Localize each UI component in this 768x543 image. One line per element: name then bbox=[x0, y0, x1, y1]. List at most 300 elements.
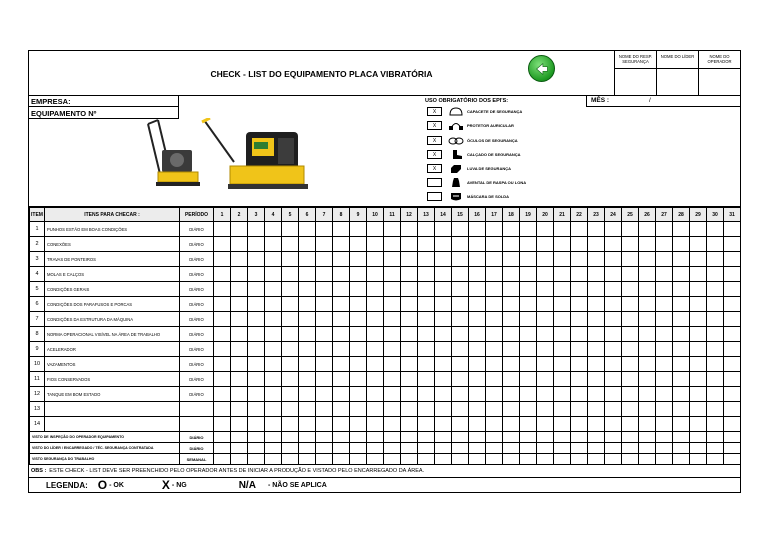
day-check-cell[interactable] bbox=[350, 297, 367, 312]
day-check-cell[interactable] bbox=[265, 387, 282, 402]
day-check-cell[interactable] bbox=[486, 327, 503, 342]
visto-cell[interactable] bbox=[571, 454, 588, 465]
visto-cell[interactable] bbox=[605, 443, 622, 454]
day-check-cell[interactable] bbox=[520, 297, 537, 312]
day-check-cell[interactable] bbox=[435, 222, 452, 237]
day-check-cell[interactable] bbox=[486, 387, 503, 402]
visto-cell[interactable] bbox=[486, 432, 503, 443]
day-check-cell[interactable] bbox=[486, 402, 503, 417]
day-check-cell[interactable] bbox=[367, 222, 384, 237]
day-check-cell[interactable] bbox=[265, 417, 282, 432]
day-check-cell[interactable] bbox=[622, 357, 639, 372]
day-check-cell[interactable] bbox=[605, 327, 622, 342]
day-check-cell[interactable] bbox=[707, 282, 724, 297]
day-check-cell[interactable] bbox=[690, 312, 707, 327]
visto-cell[interactable] bbox=[690, 443, 707, 454]
day-check-cell[interactable] bbox=[724, 252, 741, 267]
day-check-cell[interactable] bbox=[231, 267, 248, 282]
day-check-cell[interactable] bbox=[690, 252, 707, 267]
day-check-cell[interactable] bbox=[656, 372, 673, 387]
day-check-cell[interactable] bbox=[282, 312, 299, 327]
epi-row[interactable] bbox=[427, 163, 511, 174]
day-check-cell[interactable] bbox=[231, 282, 248, 297]
day-check-cell[interactable] bbox=[724, 312, 741, 327]
day-check-cell[interactable] bbox=[639, 267, 656, 282]
day-check-cell[interactable] bbox=[588, 327, 605, 342]
epi-checkbox[interactable]: X bbox=[427, 136, 442, 145]
day-check-cell[interactable] bbox=[537, 222, 554, 237]
day-check-cell[interactable] bbox=[724, 342, 741, 357]
day-check-cell[interactable] bbox=[418, 402, 435, 417]
day-check-cell[interactable] bbox=[350, 387, 367, 402]
day-check-cell[interactable] bbox=[656, 327, 673, 342]
day-check-cell[interactable] bbox=[231, 372, 248, 387]
day-check-cell[interactable] bbox=[554, 252, 571, 267]
day-check-cell[interactable] bbox=[724, 267, 741, 282]
day-check-cell[interactable] bbox=[401, 312, 418, 327]
day-check-cell[interactable] bbox=[537, 267, 554, 282]
day-check-cell[interactable] bbox=[265, 297, 282, 312]
day-check-cell[interactable] bbox=[622, 417, 639, 432]
day-check-cell[interactable] bbox=[486, 372, 503, 387]
day-check-cell[interactable] bbox=[418, 237, 435, 252]
day-check-cell[interactable] bbox=[554, 312, 571, 327]
visto-cell[interactable] bbox=[452, 443, 469, 454]
day-check-cell[interactable] bbox=[214, 282, 231, 297]
day-check-cell[interactable] bbox=[214, 327, 231, 342]
day-check-cell[interactable] bbox=[231, 237, 248, 252]
day-check-cell[interactable] bbox=[316, 222, 333, 237]
day-check-cell[interactable] bbox=[401, 402, 418, 417]
day-check-cell[interactable] bbox=[656, 387, 673, 402]
day-check-cell[interactable] bbox=[690, 297, 707, 312]
day-check-cell[interactable] bbox=[316, 417, 333, 432]
epi-row[interactable] bbox=[427, 191, 509, 202]
visto-cell[interactable] bbox=[724, 443, 741, 454]
visto-cell[interactable] bbox=[673, 454, 690, 465]
day-check-cell[interactable] bbox=[384, 372, 401, 387]
day-check-cell[interactable] bbox=[588, 357, 605, 372]
day-check-cell[interactable] bbox=[554, 267, 571, 282]
visto-cell[interactable] bbox=[520, 443, 537, 454]
visto-cell[interactable] bbox=[724, 432, 741, 443]
day-check-cell[interactable] bbox=[282, 387, 299, 402]
day-check-cell[interactable] bbox=[384, 252, 401, 267]
day-check-cell[interactable] bbox=[384, 222, 401, 237]
visto-cell[interactable] bbox=[350, 443, 367, 454]
day-check-cell[interactable] bbox=[554, 402, 571, 417]
day-check-cell[interactable] bbox=[282, 402, 299, 417]
day-check-cell[interactable] bbox=[435, 297, 452, 312]
day-check-cell[interactable] bbox=[299, 282, 316, 297]
day-check-cell[interactable] bbox=[384, 297, 401, 312]
day-check-cell[interactable] bbox=[554, 372, 571, 387]
day-check-cell[interactable] bbox=[333, 237, 350, 252]
day-check-cell[interactable] bbox=[214, 267, 231, 282]
day-check-cell[interactable] bbox=[537, 417, 554, 432]
day-check-cell[interactable] bbox=[605, 282, 622, 297]
day-check-cell[interactable] bbox=[503, 282, 520, 297]
day-check-cell[interactable] bbox=[605, 372, 622, 387]
day-check-cell[interactable] bbox=[333, 297, 350, 312]
day-check-cell[interactable] bbox=[384, 267, 401, 282]
day-check-cell[interactable] bbox=[350, 312, 367, 327]
visto-cell[interactable] bbox=[503, 454, 520, 465]
day-check-cell[interactable] bbox=[520, 342, 537, 357]
epi-row[interactable] bbox=[427, 177, 526, 188]
day-check-cell[interactable] bbox=[503, 327, 520, 342]
day-check-cell[interactable] bbox=[605, 402, 622, 417]
day-check-cell[interactable] bbox=[469, 372, 486, 387]
day-check-cell[interactable] bbox=[503, 252, 520, 267]
epi-row[interactable] bbox=[427, 135, 518, 146]
day-check-cell[interactable] bbox=[639, 372, 656, 387]
day-check-cell[interactable] bbox=[656, 237, 673, 252]
visto-cell[interactable] bbox=[469, 454, 486, 465]
visto-cell[interactable] bbox=[248, 443, 265, 454]
day-check-cell[interactable] bbox=[554, 342, 571, 357]
day-check-cell[interactable] bbox=[248, 252, 265, 267]
day-check-cell[interactable] bbox=[537, 297, 554, 312]
day-check-cell[interactable] bbox=[231, 357, 248, 372]
day-check-cell[interactable] bbox=[571, 297, 588, 312]
visto-cell[interactable] bbox=[214, 432, 231, 443]
visto-cell[interactable] bbox=[265, 432, 282, 443]
day-check-cell[interactable] bbox=[282, 252, 299, 267]
day-check-cell[interactable] bbox=[435, 402, 452, 417]
epi-checkbox[interactable] bbox=[427, 178, 442, 187]
day-check-cell[interactable] bbox=[367, 252, 384, 267]
day-check-cell[interactable] bbox=[350, 357, 367, 372]
day-check-cell[interactable] bbox=[724, 387, 741, 402]
visto-cell[interactable] bbox=[571, 432, 588, 443]
day-check-cell[interactable] bbox=[282, 267, 299, 282]
day-check-cell[interactable] bbox=[520, 402, 537, 417]
day-check-cell[interactable] bbox=[554, 222, 571, 237]
day-check-cell[interactable] bbox=[367, 372, 384, 387]
day-check-cell[interactable] bbox=[316, 402, 333, 417]
day-check-cell[interactable] bbox=[673, 417, 690, 432]
day-check-cell[interactable] bbox=[469, 387, 486, 402]
day-check-cell[interactable] bbox=[435, 252, 452, 267]
day-check-cell[interactable] bbox=[639, 312, 656, 327]
visto-cell[interactable] bbox=[622, 454, 639, 465]
day-check-cell[interactable] bbox=[690, 417, 707, 432]
visto-cell[interactable] bbox=[571, 443, 588, 454]
day-check-cell[interactable] bbox=[639, 357, 656, 372]
day-check-cell[interactable] bbox=[622, 402, 639, 417]
day-check-cell[interactable] bbox=[673, 387, 690, 402]
visto-cell[interactable] bbox=[690, 454, 707, 465]
day-check-cell[interactable] bbox=[367, 267, 384, 282]
day-check-cell[interactable] bbox=[707, 357, 724, 372]
day-check-cell[interactable] bbox=[350, 222, 367, 237]
day-check-cell[interactable] bbox=[418, 222, 435, 237]
visto-cell[interactable] bbox=[707, 432, 724, 443]
day-check-cell[interactable] bbox=[265, 267, 282, 282]
day-check-cell[interactable] bbox=[384, 417, 401, 432]
day-check-cell[interactable] bbox=[265, 252, 282, 267]
day-check-cell[interactable] bbox=[503, 387, 520, 402]
day-check-cell[interactable] bbox=[367, 342, 384, 357]
visto-cell[interactable] bbox=[520, 432, 537, 443]
day-check-cell[interactable] bbox=[299, 252, 316, 267]
day-check-cell[interactable] bbox=[503, 357, 520, 372]
day-check-cell[interactable] bbox=[469, 357, 486, 372]
day-check-cell[interactable] bbox=[333, 252, 350, 267]
day-check-cell[interactable] bbox=[214, 387, 231, 402]
visto-cell[interactable] bbox=[231, 454, 248, 465]
day-check-cell[interactable] bbox=[605, 357, 622, 372]
day-check-cell[interactable] bbox=[588, 282, 605, 297]
day-check-cell[interactable] bbox=[350, 417, 367, 432]
visto-cell[interactable] bbox=[503, 443, 520, 454]
visto-cell[interactable] bbox=[401, 443, 418, 454]
day-check-cell[interactable] bbox=[724, 357, 741, 372]
epi-checkbox[interactable]: X bbox=[427, 150, 442, 159]
day-check-cell[interactable] bbox=[503, 417, 520, 432]
day-check-cell[interactable] bbox=[248, 297, 265, 312]
visto-cell[interactable] bbox=[418, 454, 435, 465]
day-check-cell[interactable] bbox=[231, 252, 248, 267]
epi-checkbox[interactable] bbox=[427, 192, 442, 201]
day-check-cell[interactable] bbox=[384, 282, 401, 297]
day-check-cell[interactable] bbox=[214, 252, 231, 267]
day-check-cell[interactable] bbox=[656, 267, 673, 282]
day-check-cell[interactable] bbox=[588, 387, 605, 402]
day-check-cell[interactable] bbox=[214, 357, 231, 372]
day-check-cell[interactable] bbox=[588, 252, 605, 267]
day-check-cell[interactable] bbox=[265, 357, 282, 372]
day-check-cell[interactable] bbox=[605, 342, 622, 357]
day-check-cell[interactable] bbox=[707, 312, 724, 327]
visto-cell[interactable] bbox=[350, 432, 367, 443]
day-check-cell[interactable] bbox=[282, 297, 299, 312]
day-check-cell[interactable] bbox=[418, 342, 435, 357]
visto-cell[interactable] bbox=[299, 443, 316, 454]
day-check-cell[interactable] bbox=[724, 417, 741, 432]
day-check-cell[interactable] bbox=[707, 387, 724, 402]
day-check-cell[interactable] bbox=[248, 402, 265, 417]
day-check-cell[interactable] bbox=[656, 342, 673, 357]
day-check-cell[interactable] bbox=[469, 252, 486, 267]
day-check-cell[interactable] bbox=[605, 267, 622, 282]
day-check-cell[interactable] bbox=[350, 267, 367, 282]
day-check-cell[interactable] bbox=[435, 417, 452, 432]
visto-cell[interactable] bbox=[316, 432, 333, 443]
day-check-cell[interactable] bbox=[231, 297, 248, 312]
day-check-cell[interactable] bbox=[707, 252, 724, 267]
day-check-cell[interactable] bbox=[673, 312, 690, 327]
day-check-cell[interactable] bbox=[656, 222, 673, 237]
day-check-cell[interactable] bbox=[435, 372, 452, 387]
day-check-cell[interactable] bbox=[690, 282, 707, 297]
day-check-cell[interactable] bbox=[537, 342, 554, 357]
day-check-cell[interactable] bbox=[690, 327, 707, 342]
day-check-cell[interactable] bbox=[401, 357, 418, 372]
day-check-cell[interactable] bbox=[503, 372, 520, 387]
visto-cell[interactable] bbox=[707, 454, 724, 465]
day-check-cell[interactable] bbox=[469, 282, 486, 297]
day-check-cell[interactable] bbox=[503, 237, 520, 252]
day-check-cell[interactable] bbox=[401, 222, 418, 237]
day-check-cell[interactable] bbox=[452, 387, 469, 402]
day-check-cell[interactable] bbox=[486, 417, 503, 432]
day-check-cell[interactable] bbox=[316, 372, 333, 387]
visto-cell[interactable] bbox=[214, 454, 231, 465]
day-check-cell[interactable] bbox=[265, 342, 282, 357]
day-check-cell[interactable] bbox=[673, 372, 690, 387]
day-check-cell[interactable] bbox=[265, 327, 282, 342]
day-check-cell[interactable] bbox=[248, 267, 265, 282]
day-check-cell[interactable] bbox=[707, 237, 724, 252]
day-check-cell[interactable] bbox=[622, 267, 639, 282]
day-check-cell[interactable] bbox=[350, 342, 367, 357]
visto-cell[interactable] bbox=[452, 432, 469, 443]
day-check-cell[interactable] bbox=[639, 237, 656, 252]
day-check-cell[interactable] bbox=[469, 312, 486, 327]
day-check-cell[interactable] bbox=[282, 237, 299, 252]
day-check-cell[interactable] bbox=[333, 327, 350, 342]
day-check-cell[interactable] bbox=[639, 417, 656, 432]
epi-row[interactable] bbox=[427, 120, 514, 131]
day-check-cell[interactable] bbox=[503, 402, 520, 417]
day-check-cell[interactable] bbox=[452, 267, 469, 282]
day-check-cell[interactable] bbox=[384, 327, 401, 342]
day-check-cell[interactable] bbox=[418, 282, 435, 297]
day-check-cell[interactable] bbox=[231, 342, 248, 357]
day-check-cell[interactable] bbox=[248, 327, 265, 342]
day-check-cell[interactable] bbox=[401, 297, 418, 312]
day-check-cell[interactable] bbox=[469, 267, 486, 282]
day-check-cell[interactable] bbox=[418, 312, 435, 327]
day-check-cell[interactable] bbox=[469, 327, 486, 342]
day-check-cell[interactable] bbox=[537, 237, 554, 252]
day-check-cell[interactable] bbox=[452, 372, 469, 387]
signature-operador[interactable] bbox=[698, 51, 740, 96]
visto-cell[interactable] bbox=[554, 432, 571, 443]
day-check-cell[interactable] bbox=[571, 387, 588, 402]
day-check-cell[interactable] bbox=[367, 282, 384, 297]
day-check-cell[interactable] bbox=[214, 222, 231, 237]
day-check-cell[interactable] bbox=[248, 417, 265, 432]
visto-cell[interactable] bbox=[435, 443, 452, 454]
day-check-cell[interactable] bbox=[554, 282, 571, 297]
day-check-cell[interactable] bbox=[401, 342, 418, 357]
day-check-cell[interactable] bbox=[503, 222, 520, 237]
visto-cell[interactable] bbox=[537, 454, 554, 465]
signature-resp-seguranca[interactable] bbox=[614, 51, 656, 96]
visto-cell[interactable] bbox=[520, 454, 537, 465]
visto-cell[interactable] bbox=[690, 432, 707, 443]
day-check-cell[interactable] bbox=[435, 312, 452, 327]
visto-cell[interactable] bbox=[384, 432, 401, 443]
day-check-cell[interactable] bbox=[299, 372, 316, 387]
visto-cell[interactable] bbox=[656, 443, 673, 454]
day-check-cell[interactable] bbox=[265, 237, 282, 252]
day-check-cell[interactable] bbox=[384, 387, 401, 402]
day-check-cell[interactable] bbox=[350, 237, 367, 252]
day-check-cell[interactable] bbox=[520, 252, 537, 267]
day-check-cell[interactable] bbox=[537, 357, 554, 372]
day-check-cell[interactable] bbox=[554, 297, 571, 312]
day-check-cell[interactable] bbox=[520, 312, 537, 327]
day-check-cell[interactable] bbox=[605, 312, 622, 327]
day-check-cell[interactable] bbox=[418, 252, 435, 267]
visto-cell[interactable] bbox=[605, 432, 622, 443]
day-check-cell[interactable] bbox=[299, 312, 316, 327]
day-check-cell[interactable] bbox=[418, 297, 435, 312]
day-check-cell[interactable] bbox=[673, 267, 690, 282]
day-check-cell[interactable] bbox=[571, 417, 588, 432]
day-check-cell[interactable] bbox=[656, 402, 673, 417]
day-check-cell[interactable] bbox=[316, 327, 333, 342]
day-check-cell[interactable] bbox=[673, 282, 690, 297]
day-check-cell[interactable] bbox=[435, 237, 452, 252]
day-check-cell[interactable] bbox=[435, 357, 452, 372]
day-check-cell[interactable] bbox=[333, 342, 350, 357]
visto-cell[interactable] bbox=[554, 443, 571, 454]
day-check-cell[interactable] bbox=[333, 222, 350, 237]
visto-cell[interactable] bbox=[622, 432, 639, 443]
visto-cell[interactable] bbox=[316, 443, 333, 454]
day-check-cell[interactable] bbox=[333, 387, 350, 402]
day-check-cell[interactable] bbox=[520, 327, 537, 342]
day-check-cell[interactable] bbox=[639, 282, 656, 297]
day-check-cell[interactable] bbox=[214, 342, 231, 357]
day-check-cell[interactable] bbox=[503, 297, 520, 312]
visto-cell[interactable] bbox=[639, 443, 656, 454]
day-check-cell[interactable] bbox=[367, 357, 384, 372]
visto-cell[interactable] bbox=[537, 432, 554, 443]
day-check-cell[interactable] bbox=[503, 267, 520, 282]
day-check-cell[interactable] bbox=[520, 222, 537, 237]
day-check-cell[interactable] bbox=[367, 327, 384, 342]
day-check-cell[interactable] bbox=[282, 372, 299, 387]
day-check-cell[interactable] bbox=[622, 342, 639, 357]
day-check-cell[interactable] bbox=[588, 417, 605, 432]
day-check-cell[interactable] bbox=[537, 282, 554, 297]
day-check-cell[interactable] bbox=[452, 342, 469, 357]
visto-cell[interactable] bbox=[656, 432, 673, 443]
signature-lider[interactable] bbox=[656, 51, 698, 96]
day-check-cell[interactable] bbox=[571, 267, 588, 282]
day-check-cell[interactable] bbox=[520, 417, 537, 432]
day-check-cell[interactable] bbox=[690, 372, 707, 387]
day-check-cell[interactable] bbox=[316, 357, 333, 372]
day-check-cell[interactable] bbox=[367, 312, 384, 327]
day-check-cell[interactable] bbox=[435, 327, 452, 342]
visto-cell[interactable] bbox=[282, 432, 299, 443]
day-check-cell[interactable] bbox=[673, 402, 690, 417]
visto-cell[interactable] bbox=[469, 432, 486, 443]
day-check-cell[interactable] bbox=[469, 237, 486, 252]
day-check-cell[interactable] bbox=[673, 357, 690, 372]
visto-cell[interactable] bbox=[418, 432, 435, 443]
day-check-cell[interactable] bbox=[639, 402, 656, 417]
day-check-cell[interactable] bbox=[299, 387, 316, 402]
day-check-cell[interactable] bbox=[401, 267, 418, 282]
day-check-cell[interactable] bbox=[486, 237, 503, 252]
visto-cell[interactable] bbox=[588, 443, 605, 454]
day-check-cell[interactable] bbox=[299, 342, 316, 357]
day-check-cell[interactable] bbox=[384, 402, 401, 417]
day-check-cell[interactable] bbox=[384, 237, 401, 252]
day-check-cell[interactable] bbox=[214, 372, 231, 387]
day-check-cell[interactable] bbox=[520, 357, 537, 372]
day-check-cell[interactable] bbox=[707, 342, 724, 357]
day-check-cell[interactable] bbox=[571, 252, 588, 267]
